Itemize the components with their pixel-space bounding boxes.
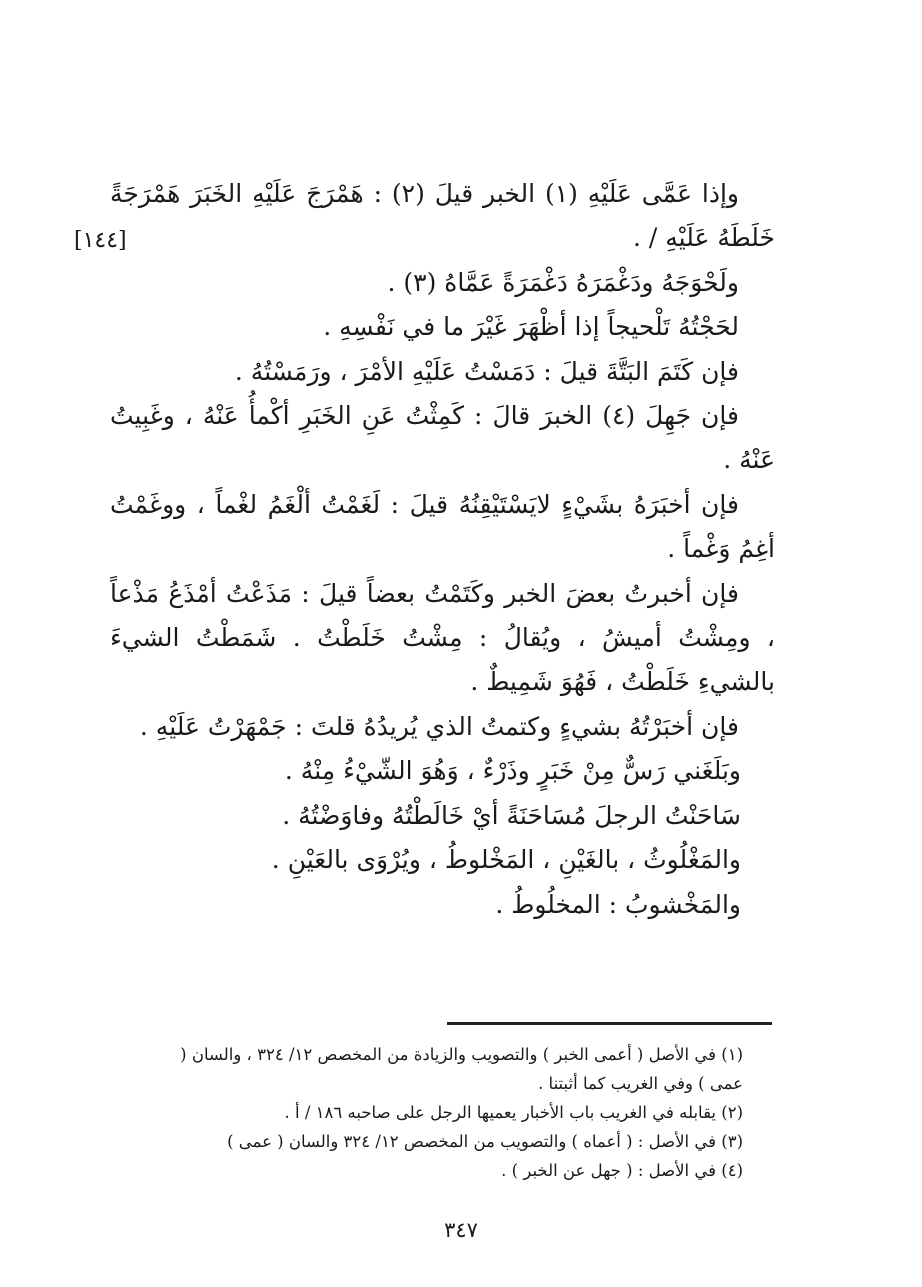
footnotes	[150, 1040, 775, 1185]
paragraph-12: والمَخْشوبُ : المخلُوطُ .	[495, 889, 741, 919]
paragraph-2: ولَحْوَجَهُ ودَغْمَرَهُ دَغْمَرَةً عَمَّاهُ (٣) .	[387, 267, 739, 297]
paragraph-10: سَاحَنْتُ الرجلَ مُسَاحَنَةً أيْ خَالَطْتُهُ وفاوَضْتُهُ .	[282, 800, 741, 830]
paragraph-8: فإن أخبَرْتُهُ بشيءٍ وكتمتُ الذي يُريدُهُ قلتَ : جَمْهَرْتُ عَلَيْهِ .	[139, 711, 739, 741]
page-number: ٣٤٧	[444, 1218, 478, 1242]
footnote-2: (٢) يقابله في الغريب باب الأخبار يعميها الرجل على صاحبه ١٨٦ / أ .	[284, 1103, 743, 1122]
footnote-separator	[447, 1022, 772, 1025]
footnote-4: (٤) في الأصل : ( جهل عن الخبر ) .	[501, 1161, 743, 1180]
paragraph-4: فإن كَتَمَ البَتَّةَ قيلَ : دَمَسْتُ عَلَيْهِ الأمْرَ ، ورَمَسْتُهُ .	[234, 356, 739, 386]
paragraph-6: فإن أخبَرَهُ بشَيْءٍ لايَسْتَيْقِنُهُ قيلَ : لَغَمْتُ ألْغَمُ لغْماً ، ووغَمْتُ أغِمُ وَغْماً .	[110, 489, 775, 564]
footnote-3: (٣) في الأصل : ( أعماه ) والتصويب من المخصص ١٢/ ٣٢٤ والسان ( عمى )	[227, 1132, 743, 1151]
footnote-1: (١) في الأصل ( أعمى الخبر ) والتصويب والزيادة من المخصص ١٢/ ٣٢٤ ، والسان ( عمى ) وفي الغريب كما أثبتنا .	[180, 1045, 743, 1093]
paragraph-7: فإن أخبرتُ بعضَ الخبر وكَتَمْتُ بعضاً قيلَ : مَذَعْتُ أمْذَعُ مَذْعاً ، ومِشْتُ أميشُ ، ويُقالُ : مِشْتُ خَلَطْتُ . شَمَطْتُ الشيءَ بالشيءِ خَلَطْتُ ، فَهُوَ شَمِيطٌ .	[110, 578, 775, 697]
paragraph-9: وبَلَغَني رَسٌّ مِنْ خَبَرٍ وذَرْءٌ ، وَهُوَ الشّيْءُ مِنْهُ .	[284, 756, 741, 786]
margin-page-reference: [١٤٤]	[74, 228, 127, 253]
paragraph-1: وإذا عَمَّى عَلَيْهِ (١) الخبر قيلَ (٢) : هَمْرَجَ عَلَيْهِ الخَبَرَ هَمْرَجَةً خَلَطَهُ عَلَيْهِ / .	[110, 179, 775, 253]
main-text	[110, 172, 775, 927]
paragraph-3: لحَجْتُهُ تَلْحيجاً إذا أظْهَرَ غَيْرَ ما في نَفْسِهِ .	[323, 312, 739, 342]
paragraph-11: والمَغْلُوثُ ، بالغَيْنِ ، المَخْلوطُ ، ويُرْوَى بالعَيْنِ .	[271, 845, 741, 875]
paragraph-5: فإن جَهِلَ (٤) الخبرَ قالَ : كَمِثْتُ عَنِ الخَبَرِ أكْمأُ عَنْهُ ، وغَبِيتُ عَنْهُ .	[110, 401, 775, 475]
